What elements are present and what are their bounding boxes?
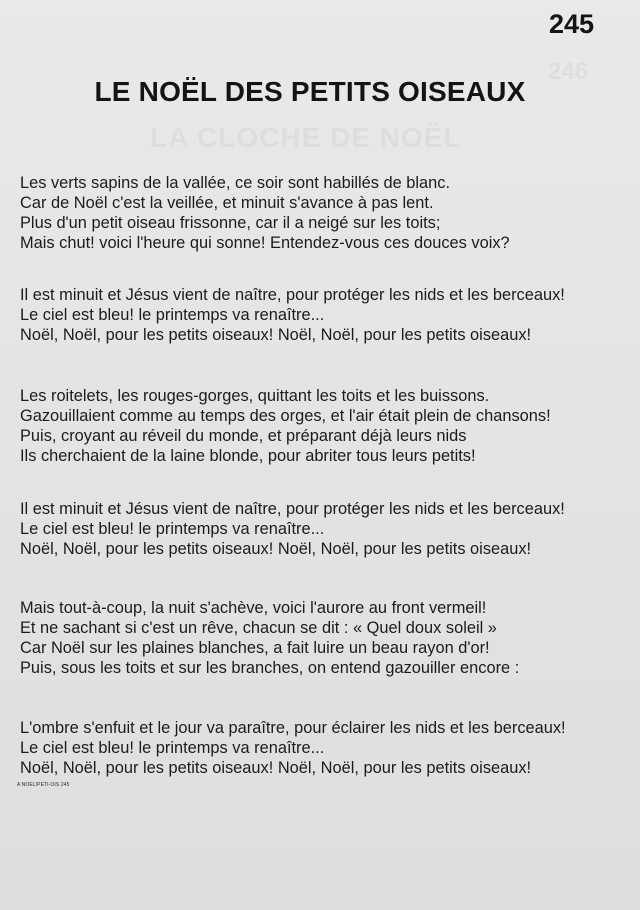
song-title: LE NOËL DES PETITS OISEAUX: [94, 76, 526, 107]
verse-line: Puis, sous les toits et sur les branches, on entend gazouiller encore :: [20, 659, 520, 677]
verse-line: Ils cherchaient de la laine blonde, pour abriter tous leurs petits!: [20, 447, 476, 465]
refrain-line: Il est minuit et Jésus vient de naître, pour protéger les nids et les berceaux!: [20, 286, 565, 304]
refrain-line: Le ciel est bleu! le printemps va renaître...: [20, 739, 325, 757]
refrain-line: Le ciel est bleu! le printemps va renaître...: [20, 520, 325, 538]
verse-line: Plus d'un petit oiseau frissonne, car il a neigé sur les toits;: [20, 214, 441, 232]
stanza-verse-2: [20, 386, 551, 466]
stanza-refrain-3: [20, 718, 566, 778]
refrain-line: Noël, Noël, pour les petits oiseaux! Noël, Noël, pour les petits oiseaux!: [20, 759, 532, 777]
refrain-line: Le ciel est bleu! le printemps va renaître...: [20, 306, 325, 324]
stanza-verse-1: [20, 173, 510, 253]
catalog-code: A NOEL/PETI-OIS 245: [17, 782, 70, 788]
verse-line: Les roitelets, les rouges-gorges, quittant les toits et les buissons.: [20, 387, 490, 405]
verse-line: Gazouillaient comme au temps des orges, et l'air était plein de chansons!: [20, 407, 551, 425]
verse-line: Les verts sapins de la vallée, ce soir sont habillés de blanc.: [20, 174, 451, 192]
verse-line: Mais chut! voici l'heure qui sonne! Entendez-vous ces douces voix?: [20, 234, 510, 252]
stanza-refrain-1: [20, 285, 565, 345]
verse-line: Car de Noël c'est la veillée, et minuit s'avance à pas lent.: [20, 194, 434, 212]
bleed-through-title: [150, 122, 462, 154]
page-number: 245: [548, 9, 594, 39]
refrain-line: Il est minuit et Jésus vient de naître, pour protéger les nids et les berceaux!: [20, 500, 565, 518]
stanza-refrain-2: [20, 499, 565, 559]
verse-line: Mais tout-à-coup, la nuit s'achève, voici l'aurore au front vermeil!: [20, 599, 487, 617]
verse-line: Et ne sachant si c'est un rêve, chacun se dit : « Quel doux soleil »: [20, 619, 497, 637]
refrain-line: Noël, Noël, pour les petits oiseaux! Noël, Noël, pour les petits oiseaux!: [20, 326, 532, 344]
verse-line: Puis, croyant au réveil du monde, et préparant déjà leurs nids: [20, 427, 467, 445]
refrain-line: L'ombre s'enfuit et le jour va paraître, pour éclairer les nids et les berceaux!: [20, 719, 566, 737]
verse-line: Car Noël sur les plaines blanches, a fait luire un beau rayon d'or!: [20, 639, 490, 657]
refrain-line: Noël, Noël, pour les petits oiseaux! Noël, Noël, pour les petits oiseaux!: [20, 540, 532, 558]
stanza-verse-3: [20, 598, 519, 678]
